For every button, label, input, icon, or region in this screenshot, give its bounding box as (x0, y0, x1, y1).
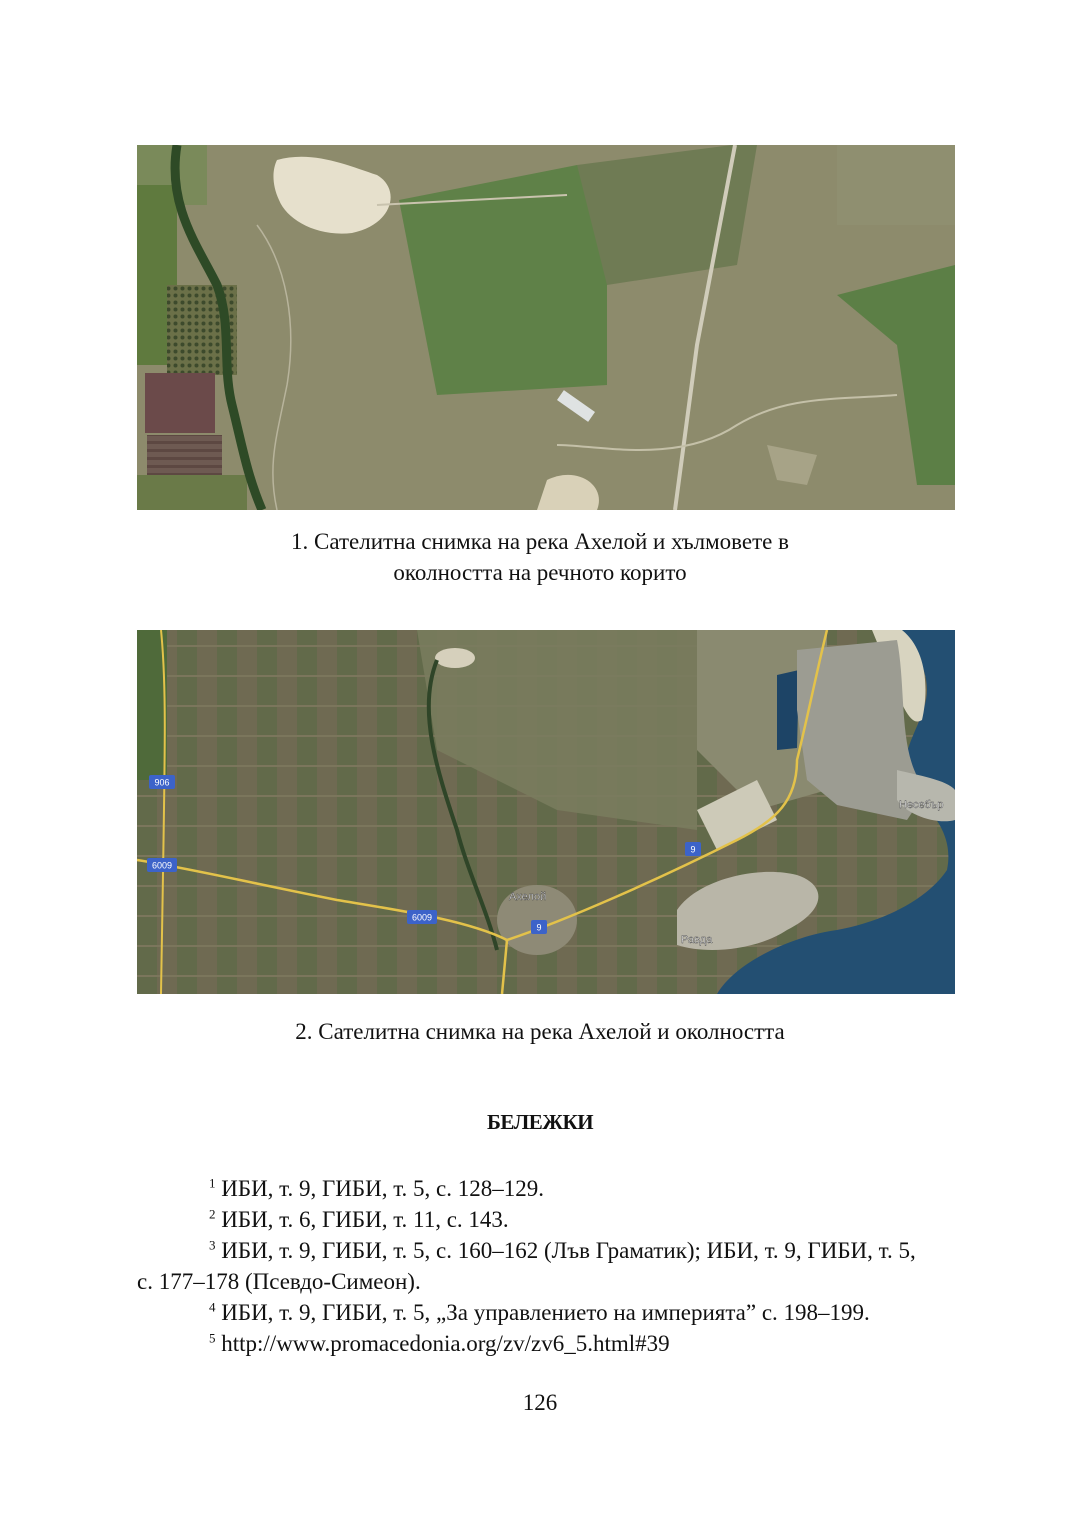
road-shield-9 (685, 842, 701, 856)
satellite-image-2 (137, 630, 955, 994)
note-text: ИБИ, т. 9, ГИБИ, т. 5, с. 160–162 (Лъв Граматик); ИБИ, т. 9, ГИБИ, т. 5, (215, 1238, 916, 1263)
note-2 (137, 1204, 1027, 1235)
note-number: 4 (209, 1299, 216, 1315)
satellite-image-2-graphic (137, 630, 955, 994)
svg-text:9: 9 (536, 922, 542, 933)
note-text-continuation: с. 177–178 (Псевдо-Симеон). (137, 1269, 421, 1294)
note-text: ИБИ, т. 9, ГИБИ, т. 5, „За управлението на империята” с. 198–199. (215, 1300, 870, 1325)
note-5 (137, 1328, 1027, 1359)
svg-text:906: 906 (154, 777, 170, 788)
road-shield-9-2 (531, 920, 547, 934)
figure-1-caption-line-2: околността на речното корито (393, 560, 687, 585)
map-label-nesebar: Несебър (899, 799, 944, 811)
notes-heading: БЕЛЕЖКИ (486, 1110, 594, 1134)
figure-1-caption-line-1: 1. Сателитна снимка на река Ахелой и хълмовете в (291, 529, 789, 554)
road-shield-6009 (147, 858, 177, 872)
figure-2-caption: 2. Сателитна снимка на река Ахелой и околността (295, 1019, 785, 1044)
note-number: 2 (209, 1206, 216, 1222)
note-4 (137, 1297, 1027, 1328)
note-3 (137, 1235, 955, 1297)
note-number: 5 (209, 1330, 216, 1346)
page-number: 126 (522, 1390, 558, 1415)
note-number: 1 (209, 1175, 216, 1191)
map-label-aheloy: Ахелой (509, 891, 547, 903)
figure-1-caption (0, 526, 1080, 588)
note-link-text: http://www.promacedonia.org/zv/zv6_5.html#39 (215, 1331, 670, 1356)
svg-text:9: 9 (690, 844, 696, 855)
svg-text:6009: 6009 (411, 912, 433, 923)
map-label-ravda: Равда (681, 934, 713, 946)
satellite-image-1-graphic (137, 145, 955, 510)
satellite-image-1 (137, 145, 955, 510)
note-text: ИБИ, т. 6, ГИБИ, т. 11, с. 143. (215, 1207, 509, 1232)
note-1 (137, 1173, 1027, 1204)
road-shield-906 (149, 775, 175, 789)
note-number: 3 (209, 1237, 216, 1253)
svg-text:6009: 6009 (151, 860, 173, 871)
note-text: ИБИ, т. 9, ГИБИ, т. 5, с. 128–129. (215, 1176, 545, 1201)
road-shield-6009-2 (407, 910, 437, 924)
